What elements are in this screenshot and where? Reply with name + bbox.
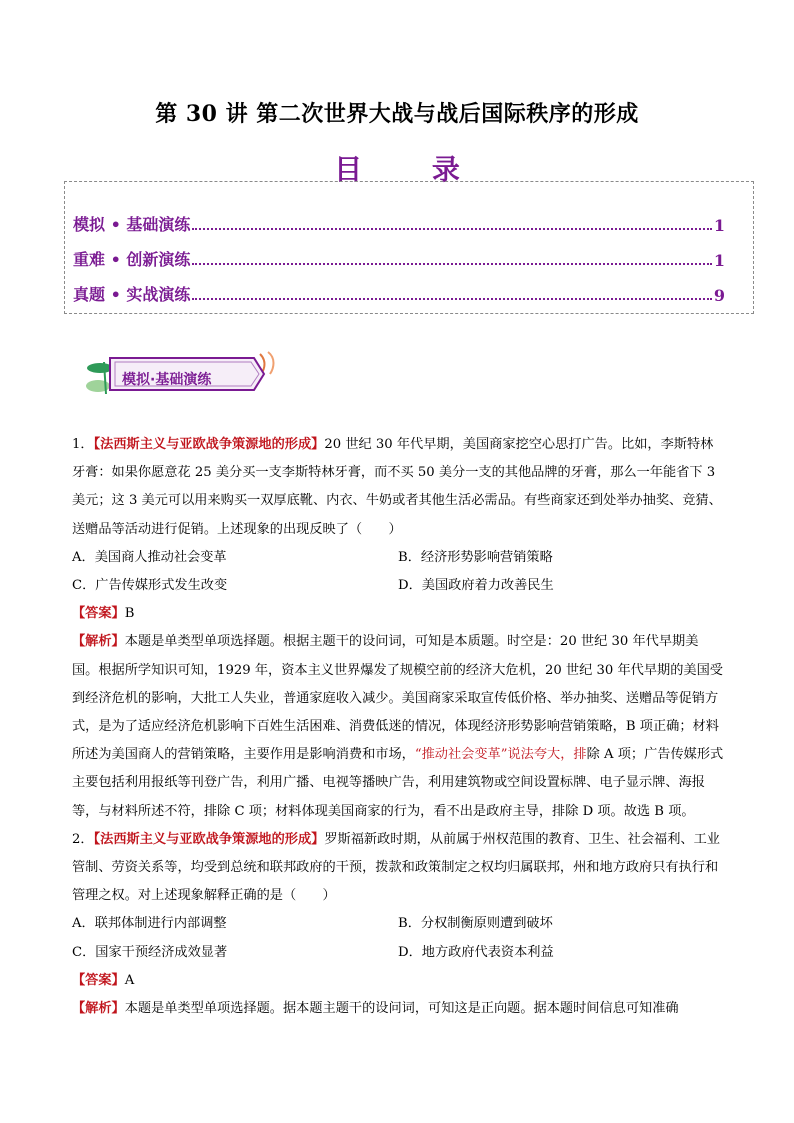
question-1-analysis: 【解析】本题是单类型单项选择题。根据主题干的设问词，可知是本质题。时空是：20 世纪 30 年代早期美国。根据所学知识可知，1929 年，资本主义世界爆发了规模空前的经济大危机，20 世纪 30 年代早期的美国受到经济危机的影响，大批工人失业，普通家庭收入减少。美国商家采取宣传低价格、举办抽奖、送赠品等促销方式，是为了适应经济危机影响下百姓生活困难、消费低迷的情况，体现经济形势影响营销策略，B 项正确；材料所述为美国商人的营销策略，主要作用是影响消费和市场，“推动社会变革”说法夸大，排除 A 项；广告传媒形式主要包括利用报纸等刊登广告，利用广播、电视等播映广告，利用建筑物或空间设置标牌、电子显示牌、海报等，与材料所述不符，排除 C 项；材料体现美国商家的行为，看不出是政府主导，排除 D 项。故选 B 项。 <box>72 634 724 819</box>
option-c: C．广告传媒形式发生改变 <box>72 578 228 594</box>
option-b: B．分权制衡原则遭到破坏 <box>398 916 553 932</box>
highlighted-phrase: “推动社会变革”说法夸大，排 <box>414 747 587 763</box>
toc-item-label: 真题 • 实战演练 <box>73 285 191 304</box>
toc-item-simulation[interactable] <box>73 211 725 235</box>
question-2-analysis: 【解析】本题是单类型单项选择题。据本题主题干的设问词，可知这是正向题。据本题时间信息可知准确 <box>72 1001 679 1017</box>
question-content <box>72 431 724 1023</box>
question-1-options-row-2 <box>72 572 724 600</box>
option-d: D．美国政府着力改善民生 <box>398 578 554 594</box>
toc-item-label: 模拟 • 基础演练 <box>73 215 191 234</box>
toc-leader-dots <box>192 228 711 230</box>
question-2-options-row-1 <box>72 910 724 938</box>
question-tag: 【法西斯主义与亚欧战争策源地的形成】 <box>93 437 325 452</box>
question-tag: 【法西斯主义与亚欧战争策源地的形成】 <box>93 831 325 847</box>
question-1-options-row-1 <box>72 544 724 572</box>
toc-item-difficult[interactable] <box>73 246 725 270</box>
option-a: A．美国商人推动社会变革 <box>72 549 227 565</box>
question-2-stem: 2．【法西斯主义与亚欧战争策源地的形成】罗斯福新政时期，从前属于州权范围的教育、卫生、社会福利、工业管制、劳资关系等，均受到总统和联邦政府的干预，拨款和政策制定之权均归属联邦，州和地方政府只有执行和管理之权。对上述现象解释正确的是（ ） <box>72 831 720 904</box>
toc-leader-dots <box>192 263 711 265</box>
toc-item-label: 重难 • 创新演练 <box>73 250 191 269</box>
toc-item-page: 1 <box>713 216 725 235</box>
question-1-answer: 【答案】B <box>72 606 135 622</box>
option-b: B．经济形势影响营销策略 <box>398 549 553 565</box>
option-c: C．国家干预经济成效显著 <box>72 944 228 960</box>
toc-item-page: 1 <box>713 251 725 270</box>
question-2-options-row-2 <box>72 939 724 967</box>
page-title: 第 30 讲 第二次世界大战与战后国际秩序的形成 <box>155 101 639 127</box>
section-badge-label: 模拟·基础演练 <box>122 372 212 388</box>
toc-item-page: 9 <box>713 286 725 305</box>
table-of-contents <box>64 181 754 314</box>
toc-item-real-exam[interactable] <box>73 281 725 305</box>
question-1-stem: 1．【法西斯主义与亚欧战争策源地的形成】20 世纪 30 年代早期，美国商家挖空心思打广告。比如，李斯特林牙膏：如果你愿意花 25 美分买一支李斯特林牙膏，而不买 50 美分一支的其他品牌的牙膏，那么一年能省下 3 美元；这 3 美元可以用来购买一双厚底靴、内衣、牛奶或者其他生活必需品。有些商家还到处举办抽奖、竞猜、送赠品等活动进行促销。上述现象的出现反映了（ ） <box>72 437 722 537</box>
question-2-answer: 【答案】A <box>72 972 135 988</box>
toc-heading: 目 录 <box>334 153 490 186</box>
option-d: D．地方政府代表资本利益 <box>398 944 554 960</box>
toc-leader-dots <box>192 298 711 300</box>
option-a: A．联邦体制进行内部调整 <box>72 916 227 932</box>
